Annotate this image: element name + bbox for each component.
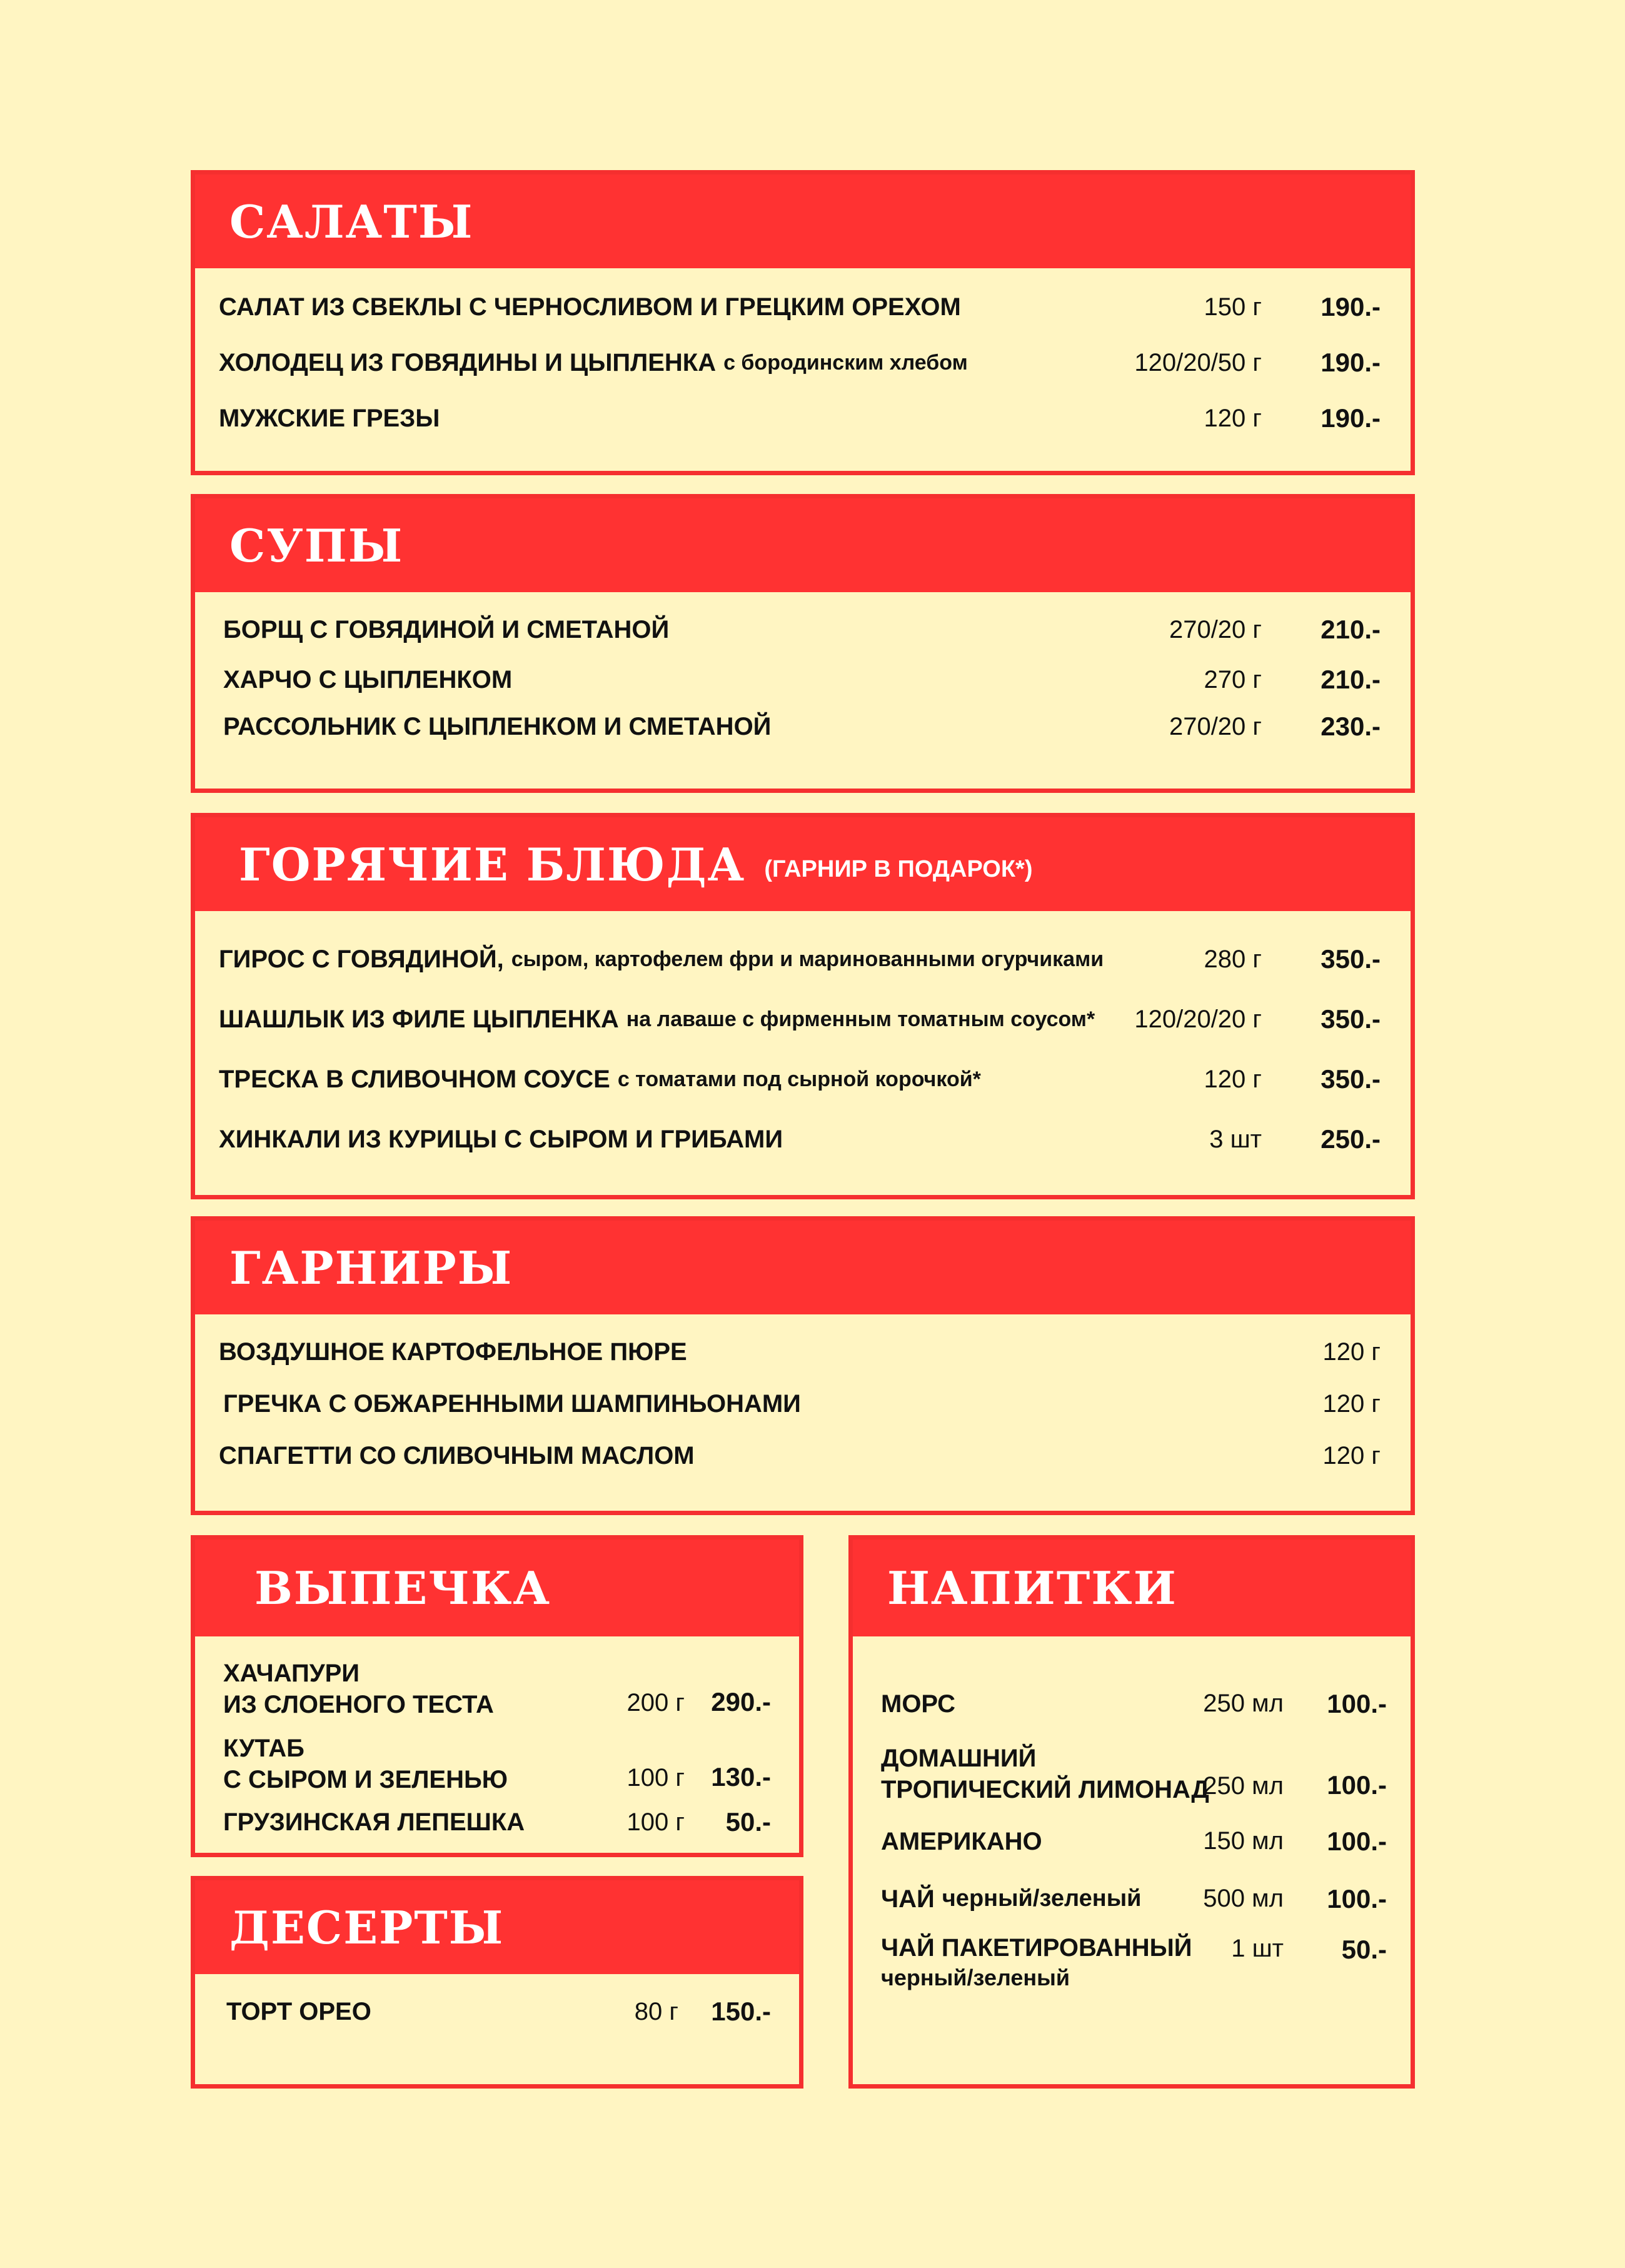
item-name [219, 1051, 981, 1107]
item-weight: 270 г [1204, 665, 1262, 693]
item-title: ТРЕСКА В СЛИВОЧНОМ СОУСЕ [219, 1066, 610, 1093]
menu-item [219, 1324, 1381, 1380]
menu-item [223, 602, 1381, 658]
item-weight: 120 г [1322, 1338, 1381, 1366]
item-title-line2: ТРОПИЧЕСКИЙ ЛИМОНАД [881, 1776, 1209, 1803]
item-title: ШАШЛЫК ИЗ ФИЛЕ ЦЫПЛЕНКА [219, 1005, 619, 1033]
section-hot-dishes [191, 813, 1415, 1199]
section-title: ВЫПЕЧКА [254, 1561, 551, 1615]
section-header [195, 498, 1411, 592]
section-title: САЛАТЫ [229, 194, 474, 248]
item-weight: 120/20/50 г [1134, 348, 1262, 376]
menu-item [219, 931, 1381, 987]
item-title-line1: КУТАБ [223, 1735, 304, 1762]
menu-item [219, 1428, 1381, 1484]
menu-item [881, 1872, 1387, 1925]
section-soups [191, 494, 1415, 793]
section-header [195, 174, 1411, 268]
item-weight: 120 г [1204, 1065, 1262, 1093]
item-name: ТОРТ ОРЕО [226, 1998, 371, 2025]
section-header [195, 817, 1411, 911]
item-price: 350.- [1321, 1004, 1381, 1034]
item-weight: 250 мл [1203, 1772, 1284, 1800]
item-name [223, 1727, 508, 1801]
menu-item [219, 1051, 1381, 1107]
item-name: ГРЕЧКА С ОБЖАРЕННЫМИ ШАМПИНЬОНАМИ [223, 1390, 801, 1418]
section-note: (ГАРНИР В ПОДАРОК*) [764, 855, 1033, 882]
section-salads [191, 170, 1415, 475]
menu-item [219, 279, 1381, 335]
item-price: 190.- [1321, 292, 1381, 321]
menu-item [219, 390, 1381, 446]
item-weight: 150 мл [1203, 1827, 1284, 1855]
menu-item [881, 1736, 1387, 1812]
item-weight: 150 г [1204, 293, 1262, 321]
section-title: СУПЫ [229, 518, 404, 572]
item-price: 100.- [1327, 1883, 1387, 1913]
section-title: ДЕСЕРТЫ [229, 1900, 505, 1954]
item-name [881, 1872, 1142, 1925]
item-weight: 200 г [626, 1689, 685, 1716]
item-price: 50.- [1341, 1935, 1387, 1964]
section-drinks [848, 1535, 1415, 2089]
menu-item [223, 698, 1381, 755]
item-weight: 500 мл [1203, 1885, 1284, 1912]
item-name: ВОЗДУШНОЕ КАРТОФЕЛЬНОЕ ПЮРЕ [219, 1338, 687, 1366]
item-title-line2: черный/зеленый [881, 1964, 1070, 1990]
item-description: черный/зеленый [942, 1885, 1142, 1912]
section-sides [191, 1216, 1415, 1515]
item-price: 210.- [1321, 615, 1381, 644]
menu-item [881, 1927, 1387, 1996]
item-name [219, 991, 1095, 1047]
item-weight: 100 г [626, 1808, 685, 1836]
section-desserts [191, 1876, 803, 2089]
item-title: ГИРОС С ГОВЯДИНОЙ, [219, 945, 504, 973]
menu-item [226, 1987, 771, 2037]
item-price: 250.- [1321, 1124, 1381, 1154]
section-header [853, 1540, 1411, 1636]
item-description: на лаваше с фирменным томатным соусом* [626, 1007, 1095, 1031]
item-name: БОРЩ С ГОВЯДИНОЙ И СМЕТАНОЙ [223, 616, 670, 643]
item-name: ГРУЗИНСКАЯ ЛЕПЕШКА [223, 1808, 525, 1836]
item-price: 350.- [1321, 944, 1381, 974]
section-header [195, 1540, 799, 1636]
section-title: ГАРНИРЫ [229, 1241, 513, 1294]
item-description: с бородинским хлебом [723, 350, 968, 375]
section-bakery [191, 1535, 803, 1857]
item-weight: 120/20/20 г [1134, 1005, 1262, 1033]
menu-item [881, 1677, 1387, 1730]
item-price: 50.- [725, 1807, 771, 1837]
item-weight: 250 мл [1203, 1690, 1284, 1717]
item-weight: 120 г [1322, 1389, 1381, 1418]
item-price: 190.- [1321, 403, 1381, 433]
item-title-line2: С СЫРОМ И ЗЕЛЕНЬЮ [223, 1766, 508, 1793]
item-weight: 270/20 г [1169, 712, 1262, 740]
item-weight: 120 г [1322, 1441, 1381, 1469]
section-title: НАПИТКИ [887, 1561, 1177, 1615]
menu-item [223, 1376, 1381, 1432]
menu-item [881, 1815, 1387, 1868]
item-description: с томатами под сырной корочкой* [617, 1067, 981, 1091]
item-weight: 80 г [634, 1997, 678, 2025]
menu-item [223, 1797, 771, 1847]
item-price: 350.- [1321, 1064, 1381, 1094]
item-price: 150.- [711, 1997, 771, 2026]
item-name [881, 1927, 1192, 1996]
item-title: ХОЛОДЕЦ ИЗ ГОВЯДИНЫ И ЦЫПЛЕНКА [219, 349, 717, 376]
menu-item [219, 1111, 1381, 1167]
item-title: ЧАЙ [881, 1885, 935, 1913]
item-title-line1: ДОМАШНИЙ [881, 1745, 1037, 1772]
item-weight: 1 шт [1231, 1935, 1284, 1962]
item-name: МУЖСКИЕ ГРЕЗЫ [219, 405, 440, 432]
item-price: 100.- [1327, 1826, 1387, 1856]
item-weight: 280 г [1204, 945, 1262, 973]
item-price: 210.- [1321, 665, 1381, 694]
item-name: МОРС [881, 1690, 956, 1718]
item-weight: 100 г [626, 1764, 685, 1792]
item-name: ХИНКАЛИ ИЗ КУРИЦЫ С СЫРОМ И ГРИБАМИ [219, 1126, 783, 1153]
item-price: 100.- [1327, 1770, 1387, 1800]
item-title-line1: ХАЧАПУРИ [223, 1660, 360, 1687]
item-name: РАССОЛЬНИК С ЦЫПЛЕНКОМ И СМЕТАНОЙ [223, 713, 772, 740]
item-weight: 270/20 г [1169, 615, 1262, 643]
item-name: САЛАТ ИЗ СВЕКЛЫ С ЧЕРНОСЛИВОМ И ГРЕЦКИМ ОРЕХОМ [219, 293, 961, 321]
item-price: 130.- [711, 1762, 771, 1792]
item-name [223, 1652, 494, 1726]
item-name [219, 335, 968, 391]
menu-item [223, 1652, 771, 1726]
item-title-line1: ЧАЙ ПАКЕТИРОВАННЫЙ [881, 1933, 1192, 1962]
item-price: 100.- [1327, 1688, 1387, 1718]
item-name: СПАГЕТТИ СО СЛИВОЧНЫМ МАСЛОМ [219, 1442, 695, 1469]
item-price: 190.- [1321, 348, 1381, 377]
section-header [195, 1880, 799, 1974]
menu-item [219, 335, 1381, 391]
item-name: ХАРЧО С ЦЫПЛЕНКОМ [223, 666, 513, 693]
item-name: АМЕРИКАНО [881, 1827, 1042, 1855]
item-weight: 3 шт [1209, 1125, 1262, 1153]
item-description: сыром, картофелем фри и маринованными огурчиками [511, 947, 1104, 971]
item-name [881, 1736, 1209, 1812]
item-weight: 120 г [1204, 404, 1262, 432]
item-price: 290.- [711, 1687, 771, 1716]
menu-item [219, 991, 1381, 1047]
section-title: ГОРЯЧИЕ БЛЮДА [239, 837, 746, 891]
section-header [195, 1221, 1411, 1314]
item-name [219, 931, 1104, 987]
item-title-line2: ИЗ СЛОЕНОГО ТЕСТА [223, 1691, 494, 1718]
item-price: 230.- [1321, 712, 1381, 741]
menu-item [223, 1727, 771, 1801]
